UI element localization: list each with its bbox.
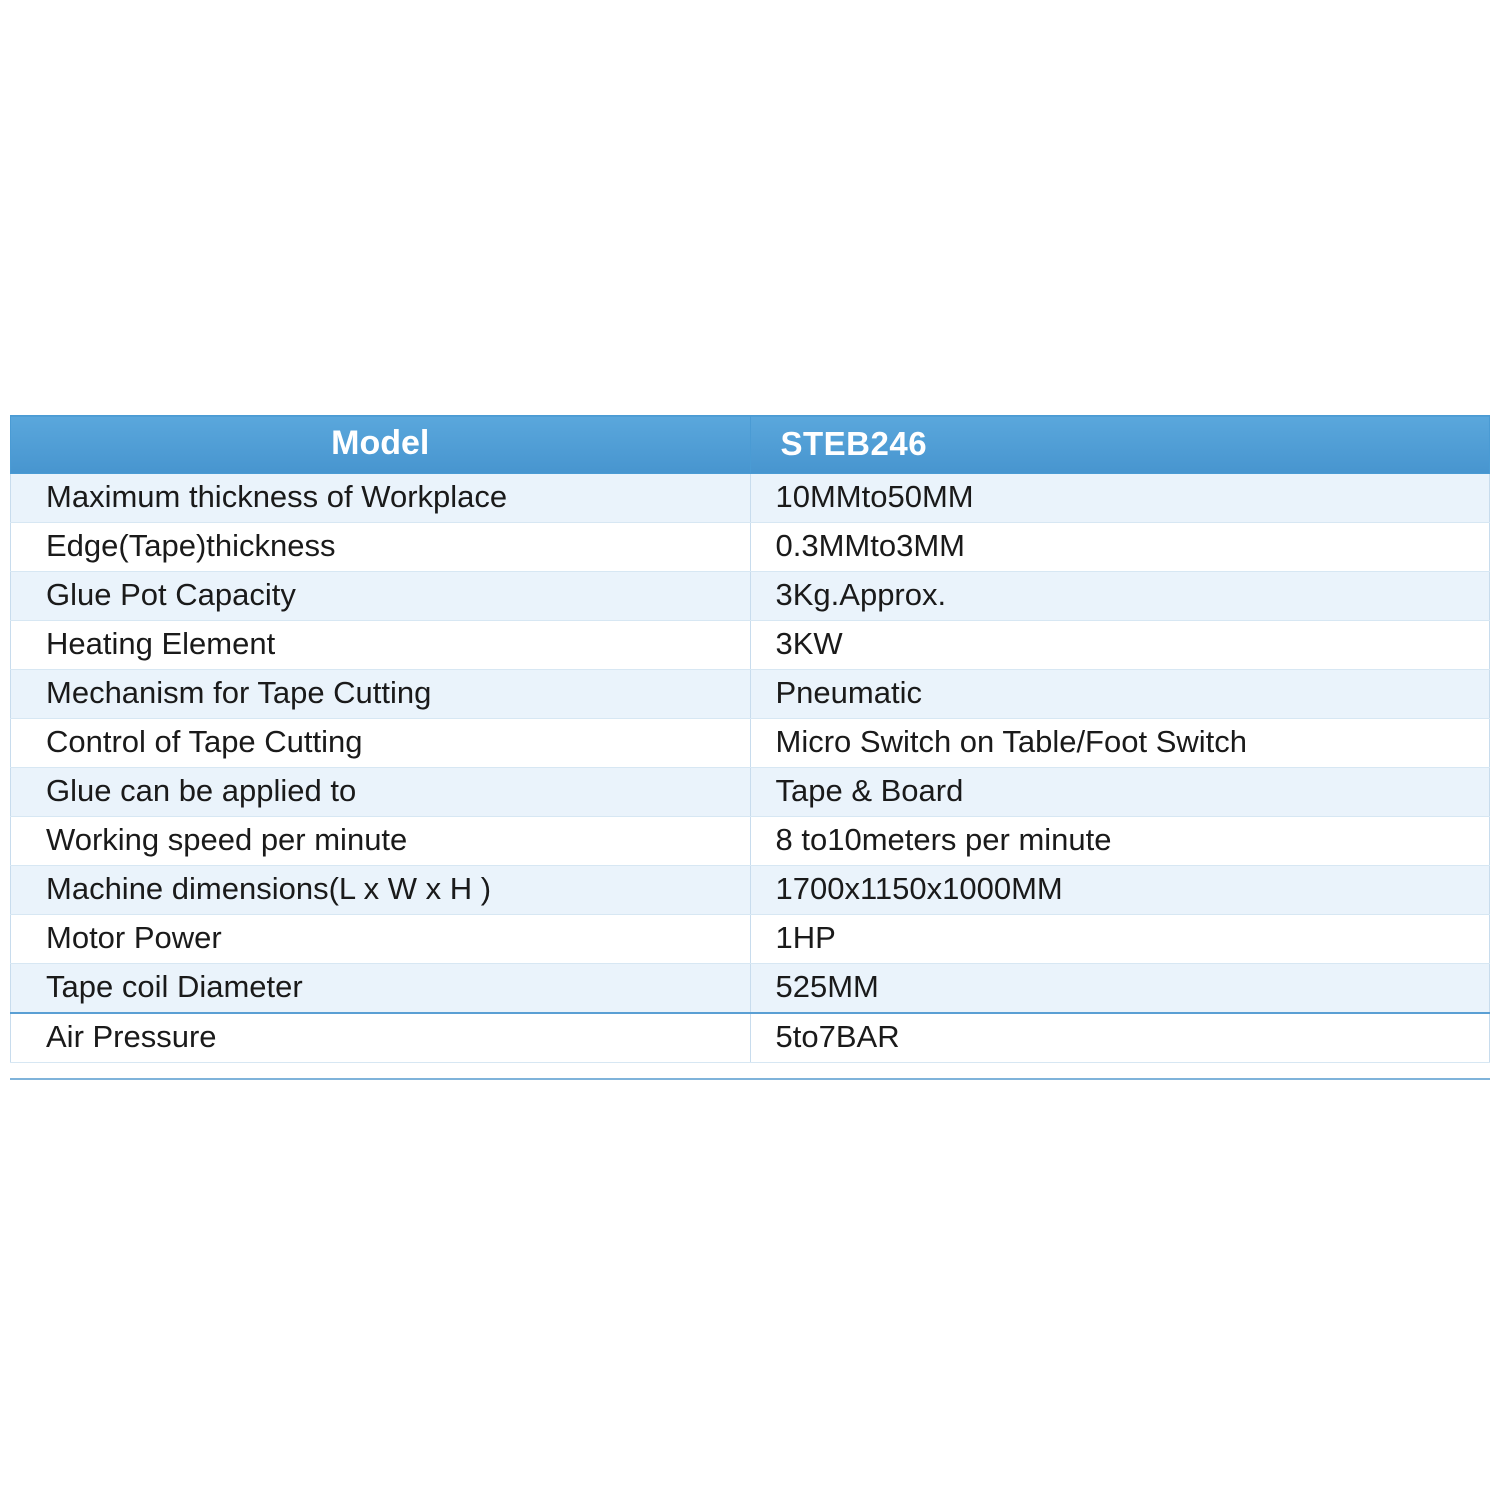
table-head — [11, 416, 1490, 474]
row-value: 8 to10meters per minute — [750, 817, 1490, 866]
row-value: Pneumatic — [750, 670, 1490, 719]
row-value: 1HP — [750, 915, 1490, 964]
table-row — [11, 474, 1490, 523]
row-key: Heating Element — [11, 621, 751, 670]
row-value: 3Kg.Approx. — [750, 572, 1490, 621]
table-row — [11, 817, 1490, 866]
row-value: 525MM — [750, 964, 1490, 1014]
row-key: Tape coil Diameter — [11, 964, 751, 1014]
row-value: 3KW — [750, 621, 1490, 670]
header-model-value: STEB246 — [750, 416, 1490, 474]
row-value: 10MMto50MM — [750, 474, 1490, 523]
table-row — [11, 572, 1490, 621]
specification-table-container — [10, 415, 1490, 1063]
table-row — [11, 523, 1490, 572]
table-row — [11, 915, 1490, 964]
row-value: 5to7BAR — [750, 1013, 1490, 1063]
row-key: Machine dimensions(L x W x H ) — [11, 866, 751, 915]
table-row — [11, 1013, 1490, 1063]
specification-table — [10, 415, 1490, 1063]
row-key: Maximum thickness of Workplace — [11, 474, 751, 523]
row-key: Glue Pot Capacity — [11, 572, 751, 621]
table-row — [11, 621, 1490, 670]
table-row — [11, 866, 1490, 915]
row-key: Working speed per minute — [11, 817, 751, 866]
table-row — [11, 964, 1490, 1014]
row-value: Tape & Board — [750, 768, 1490, 817]
table-body — [11, 474, 1490, 1063]
row-value: 1700x1150x1000MM — [750, 866, 1490, 915]
row-value: 0.3MMto3MM — [750, 523, 1490, 572]
table-row — [11, 719, 1490, 768]
row-key: Air Pressure — [11, 1013, 751, 1063]
bottom-divider — [10, 1078, 1490, 1080]
row-key: Control of Tape Cutting — [11, 719, 751, 768]
table-row — [11, 670, 1490, 719]
row-key: Edge(Tape)thickness — [11, 523, 751, 572]
row-key: Motor Power — [11, 915, 751, 964]
table-header-row — [11, 416, 1490, 474]
row-value: Micro Switch on Table/Foot Switch — [750, 719, 1490, 768]
table-row — [11, 768, 1490, 817]
header-model-label: Model — [11, 416, 751, 474]
row-key: Mechanism for Tape Cutting — [11, 670, 751, 719]
row-key: Glue can be applied to — [11, 768, 751, 817]
